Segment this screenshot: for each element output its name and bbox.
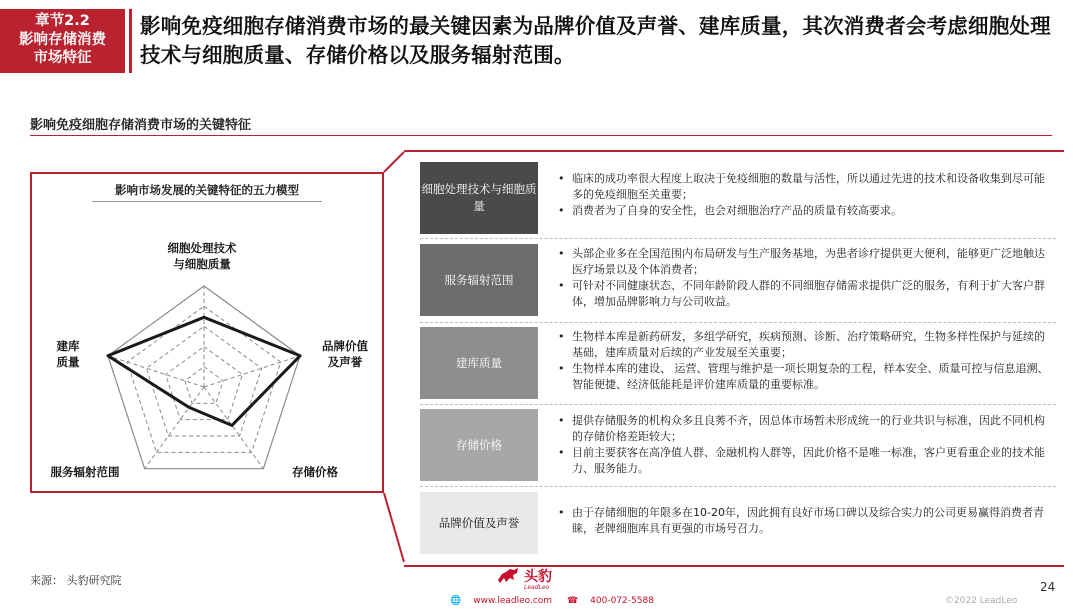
website-link[interactable]: www.leadleo.com (473, 596, 553, 606)
factor-description (556, 246, 1052, 310)
copyright: ©2022 LeadLeo (945, 596, 1018, 606)
axis-label-cell-quality (152, 240, 252, 272)
brand-logo (496, 566, 552, 586)
row-divider (420, 486, 1056, 487)
page-headline: 影响免疫细胞存储消费市场的最关键因素为品牌价值及声誉、建库质量，其次消费者会考虑细胞处理技术与细胞质量、存储价格以及服务辐射范围。 (140, 14, 1051, 67)
axis-label-line: 及声誉 (327, 355, 363, 369)
factor-label: 存储价格 (420, 409, 538, 481)
logo-subtext: LeadLeo (524, 584, 550, 591)
chapter-title-line2: 市场特征 (33, 50, 92, 66)
axis-label-line: 建库 (56, 339, 80, 353)
phone-icon: ☎ (566, 596, 579, 606)
model-title: 影响市场发展的关键特征的五力模型 (115, 183, 299, 197)
phone-number: 400-072-5588 (590, 596, 654, 606)
factor-row-service-range (420, 244, 1060, 316)
factor-row-brand-reputation (420, 492, 1060, 554)
factor-label: 服务辐射范围 (420, 244, 538, 316)
factor-bullet: • 可针对不同健康状态、不同年龄阶段人群的不同细胞存储需求提供广泛的服务，有利于扩大客户群体，增加品牌影响力与公司收益。 (556, 278, 1052, 310)
factor-row-cell-quality (420, 162, 1060, 234)
chapter-number: 章节2.2 (35, 13, 90, 29)
leopard-icon (496, 566, 520, 586)
source-note: 来源： 头豹研究院 (30, 574, 122, 587)
connector-bottom-line (384, 493, 404, 562)
axis-label-biobank (48, 338, 88, 370)
radar-axis-line (108, 356, 204, 387)
factor-description (556, 413, 1052, 477)
factor-label: 品牌价值及声誉 (420, 492, 538, 554)
axis-label-line: 与细胞质量 (173, 257, 231, 271)
axis-label-price (280, 464, 350, 480)
page-number: 24 (1040, 580, 1056, 594)
row-divider (420, 322, 1056, 323)
factor-label: 建库质量 (420, 327, 538, 399)
factor-bullet: • 生物样本库是新药研发，多组学研究，疾病预测、诊断、治疗策略研究，生物多样性保护与延续的基础，建库质量对后续的产业发展至关重要； (556, 329, 1052, 361)
chapter-badge (0, 9, 125, 73)
header-divider (129, 9, 132, 73)
factor-bullet: • 生物样本库的建设、 运营、管理与维护是一项长期复杂的工程，样本安全、质量可控与信息追溯、智能便捷、经济低能耗是评价建库质量的重要标准。 (556, 361, 1052, 393)
axis-label-brand (310, 338, 380, 370)
factor-label: 细胞处理技术与细胞质量 (420, 162, 538, 234)
chapter-title-line1: 影响存储消费 (19, 31, 106, 48)
factor-row-biobank-quality (420, 327, 1060, 399)
axis-label-line: 存储价格 (292, 465, 338, 479)
logo-text: 头豹 (524, 569, 552, 585)
factor-bullet: • 目前主要获客在高净值人群、金融机构人群等，因此价格不是唯一标准，客户更看重企业的技术能力、服务能力。 (556, 445, 1052, 477)
section-divider (30, 135, 1052, 136)
connector-top-line (384, 152, 404, 172)
factor-description (556, 329, 1052, 393)
radar-axis-line (204, 387, 263, 469)
factor-bullet: • 消费者为了自身的安全性，也会对细胞治疗产品的质量有较高要求。 (556, 203, 1052, 219)
factor-bullet: • 头部企业多在全国范围内布局研发与生产服务基地，为患者诊疗提供更大便利，能够更广泛地触达医疗场景以及个体消费者； (556, 246, 1052, 278)
factor-bullet: • 临床的成功率很大程度上取决于免疫细胞的数量与活性，所以通过先进的技术和设备收集到尽可能多的免疫细胞至关重要； (556, 171, 1052, 203)
factor-description (556, 505, 1052, 537)
factor-bullet: • 由于存储细胞的年限多在10-20年，因此拥有良好市场口碑以及综合实力的公司更易赢得消费者青睐，老牌细胞库具有更强的市场号召力。 (556, 505, 1052, 537)
row-divider (420, 238, 1056, 239)
footer-contact (450, 596, 666, 606)
factor-description (556, 171, 1052, 219)
axis-label-line: 服务辐射范围 (50, 465, 120, 479)
axis-label-line: 细胞处理技术 (167, 241, 237, 255)
globe-icon: 🌐 (450, 596, 462, 606)
axis-label-line: 品牌价值 (322, 339, 368, 353)
five-forces-panel (30, 172, 384, 493)
factor-bullet: • 提供存储服务的机构众多且良莠不齐，因总体市场暂未形成统一的行业共识与标准，因此不同机构的存储价格差距较大； (556, 413, 1052, 445)
factor-row-storage-price (420, 409, 1060, 481)
radar-chart (32, 174, 382, 491)
axis-label-service (40, 464, 130, 480)
axis-label-line: 质量 (56, 355, 80, 369)
section-title: 影响免疫细胞存储消费市场的关键特征 (30, 118, 252, 133)
row-divider (420, 404, 1056, 405)
